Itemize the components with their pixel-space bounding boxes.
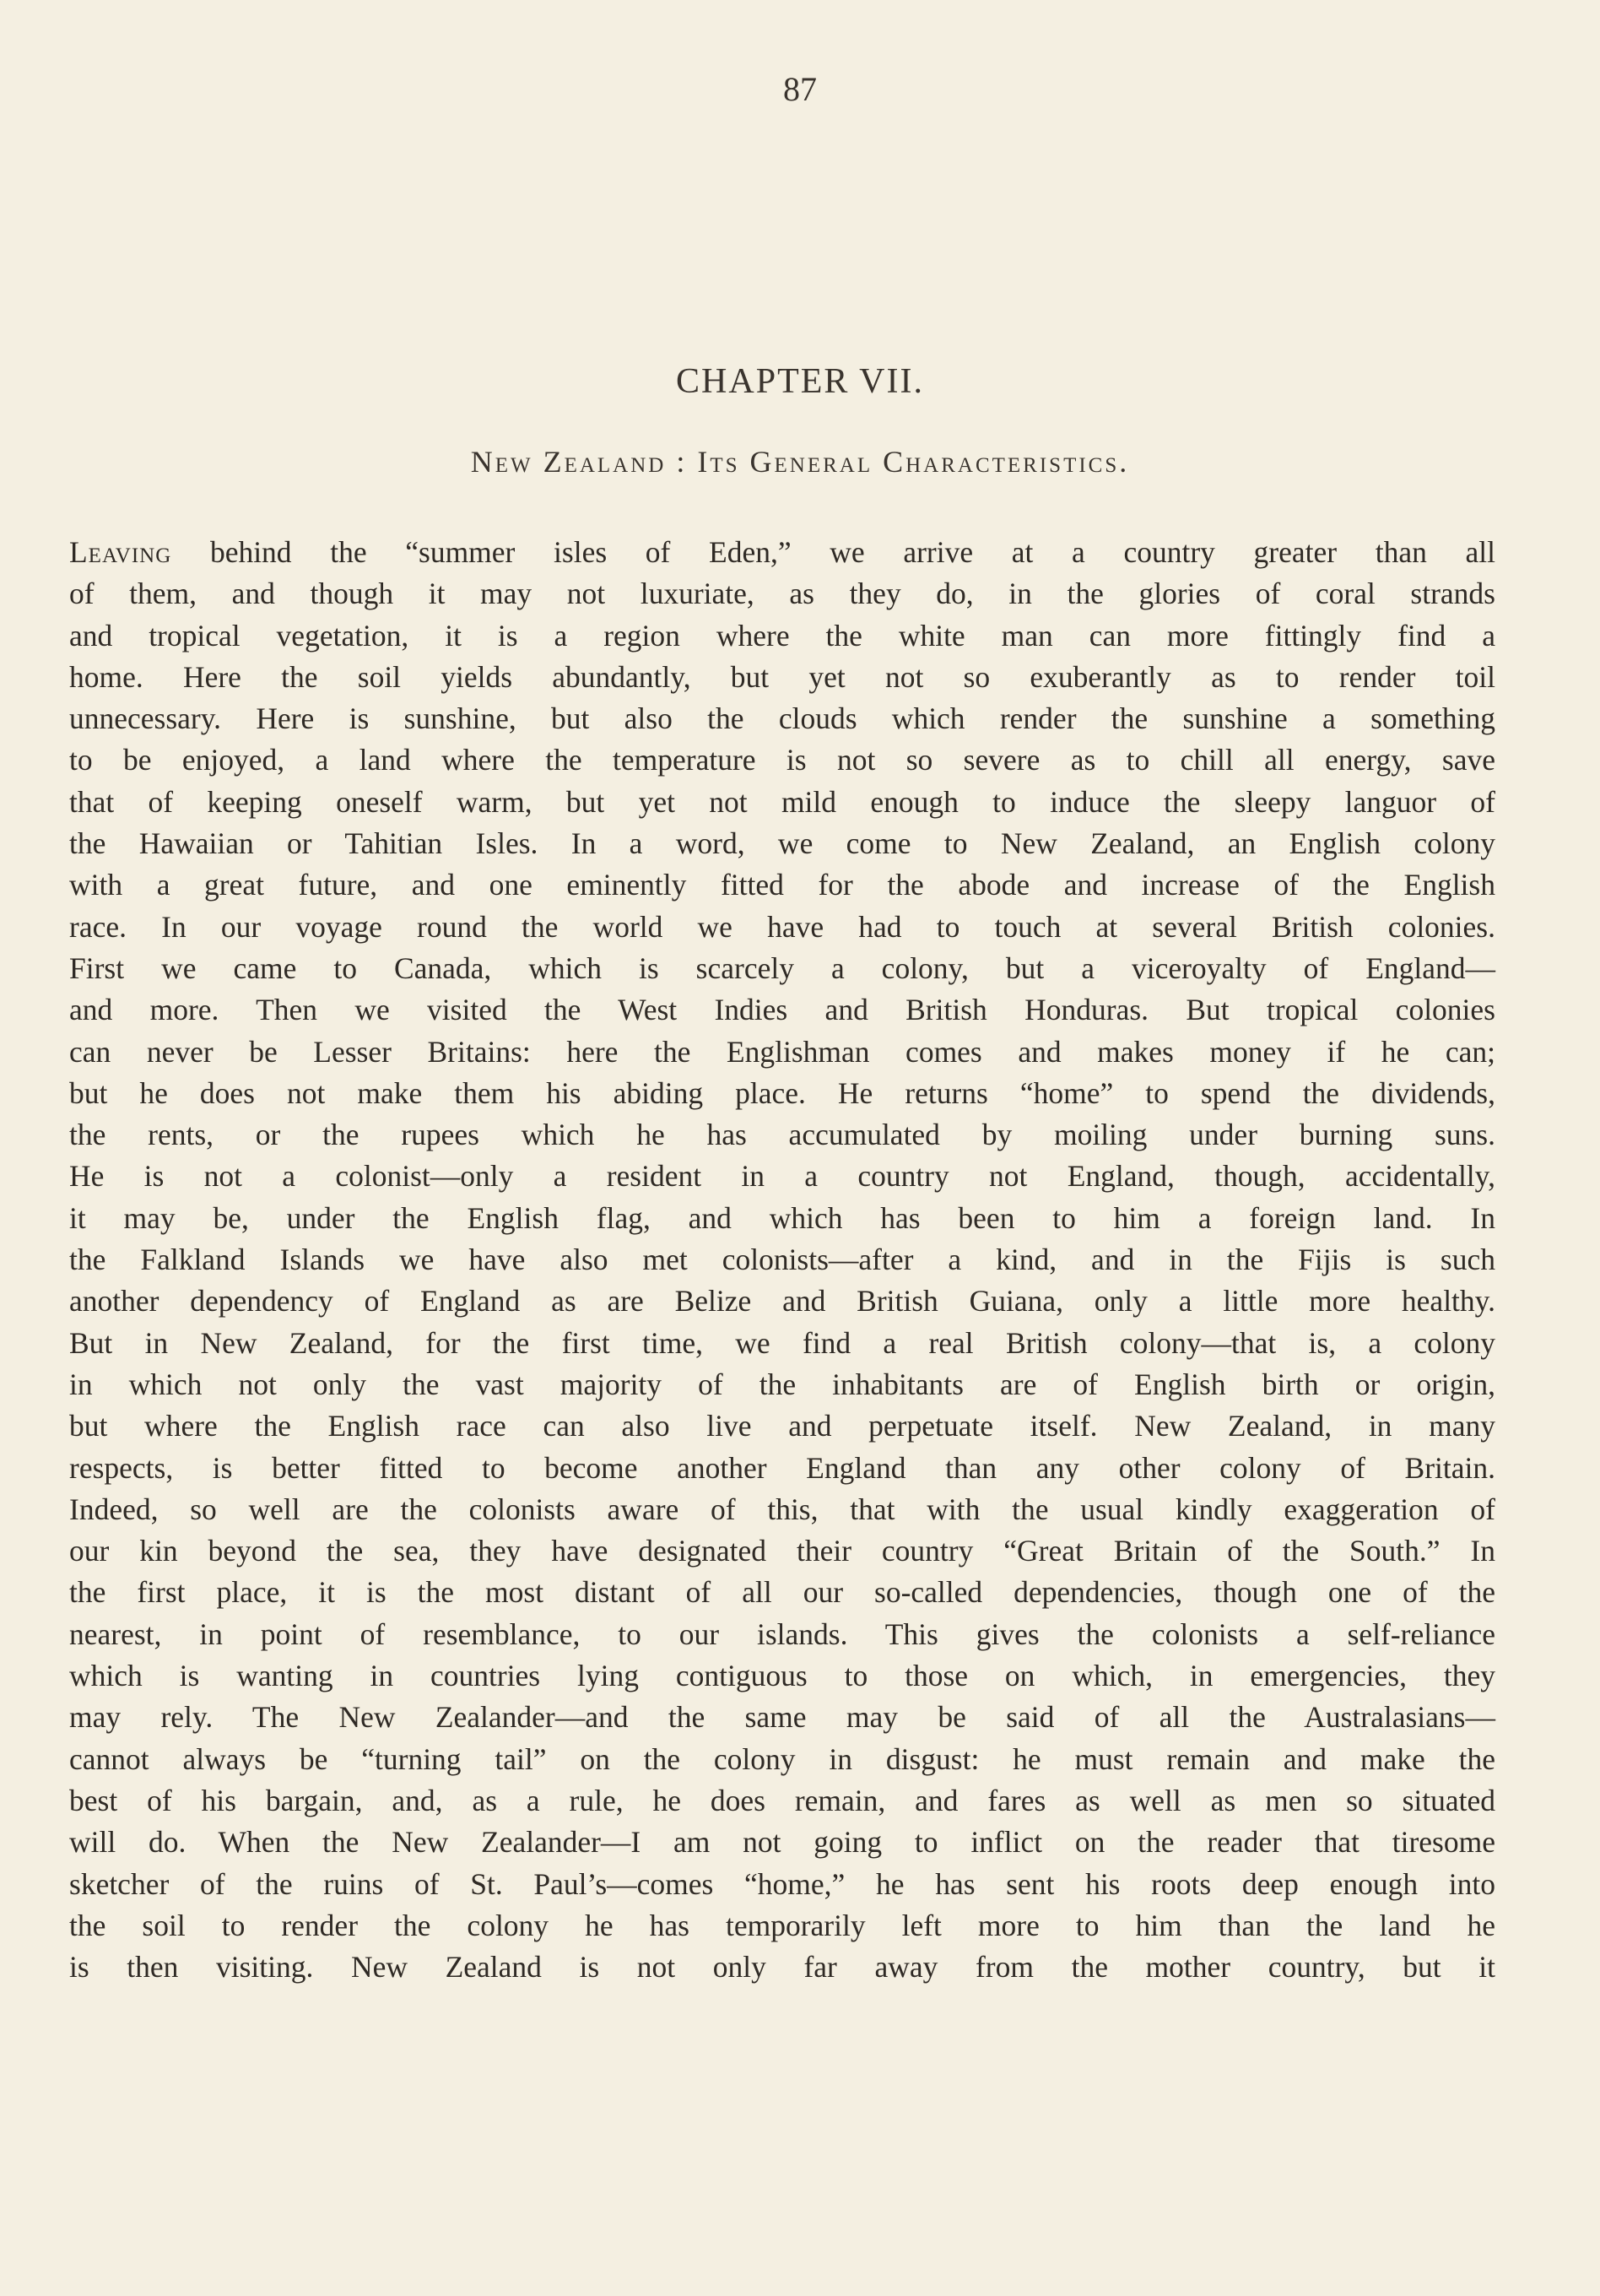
text-line: home. Here the soil yields abundantly, but yet not so exuberantly as to render toil [69,659,1495,694]
text-line: is then visiting. New Zealand is not only far away from the mother country, but it [69,1950,1495,1985]
text-line: respects, is better fitted to become another England than any other colony of Britain. [69,1450,1495,1485]
text-line: to be enjoyed, a land where the temperature is not so severe as to chill all energy, save [69,743,1495,777]
body-paragraph [69,532,1495,1988]
text-line: nearest, in point of resemblance, to our islands. This gives the colonists a self-reliance [69,1616,1495,1651]
text-line: in which not only the vast majority of the inhabitants are of English birth or origin, [69,1367,1495,1401]
text-line: may rely. The New Zealander—and the same may be said of all the Australasians— [69,1700,1495,1735]
text-line: and tropical vegetation, it is a region where the white man can more fittingly find a [69,618,1495,653]
text-line: and more. Then we visited the West Indies and British Honduras. But tropical colonies [69,993,1495,1027]
text-line: the Falkland Islands we have also met colonists—after a kind, and in the Fijis is such [69,1243,1495,1277]
text-line: cannot always be “turning tail” on the colony in disgust: he must remain and make the [69,1741,1495,1776]
page-number: 87 [783,70,817,108]
text-line [69,532,1495,573]
text-line: of them, and though it may not luxuriate, as they do, in the glories of coral strands [69,577,1495,611]
text-line: but he does not make them his abiding place. He returns “home” to spend the dividends, [69,1075,1495,1110]
text-line: the Hawaiian or Tahitian Isles. In a word, we come to New Zealand, an English colony [69,826,1495,861]
text-line: race. In our voyage round the world we have had to touch at several British colonies. [69,909,1495,944]
text-line: Indeed, so well are the colonists aware of this, that with the usual kindly exaggeration of [69,1492,1495,1526]
text-line: our kin beyond the sea, they have designated their country “Great Britain of the South.” In [69,1534,1495,1568]
chapter-title: CHAPTER VII. [676,362,924,401]
text-line: which is wanting in countries lying contiguous to those on which, in emergencies, they [69,1659,1495,1693]
text-line: But in New Zealand, for the first time, we find a real British colony—that is, a colony [69,1325,1495,1360]
text-line: the rents, or the rupees which he has accumulated by moiling under burning suns. [69,1118,1495,1152]
text-line: best of his bargain, and, as a rule, he does remain, and fares as well as men so situated [69,1783,1495,1817]
first-line-text: behind the “summer isles of Eden,” we arrive at a country greater than all [171,535,1495,569]
text-line: the soil to render the colony he has temporarily left more to him than the land he [69,1908,1495,1942]
text-line: the first place, it is the most distant of all our so-called dependencies, though one of the [69,1575,1495,1610]
chapter-subtitle: New Zealand : Its General Characteristics. [470,445,1130,479]
text-line: He is not a colonist—only a resident in a country not England, though, accidentally, [69,1159,1495,1194]
text-line: First we came to Canada, which is scarcely a colony, but a viceroyalty of England— [69,950,1495,985]
text-line: unnecessary. Here is sunshine, but also the clouds which render the sunshine a something [69,701,1495,736]
text-line: can never be Lesser Britains: here the Englishman comes and makes money if he can; [69,1034,1495,1069]
text-line: but where the English race can also live and perpetuate itself. New Zealand, in many [69,1409,1495,1443]
text-line: that of keeping oneself warm, but yet not mild enough to induce the sleepy languor of [69,784,1495,819]
text-line: sketcher of the ruins of St. Paul’s—comes “home,” he has sent his roots deep enough into [69,1866,1495,1901]
lead-word: Leaving [69,535,172,569]
text-line: another dependency of England as are Belize and British Guiana, only a little more healthy. [69,1284,1495,1319]
text-line: with a great future, and one eminently fitted for the abode and increase of the English [69,868,1495,902]
text-line: will do. When the New Zealander—I am not going to inflict on the reader that tiresome [69,1825,1495,1860]
text-line: it may be, under the English flag, and which has been to him a foreign land. In [69,1200,1495,1235]
